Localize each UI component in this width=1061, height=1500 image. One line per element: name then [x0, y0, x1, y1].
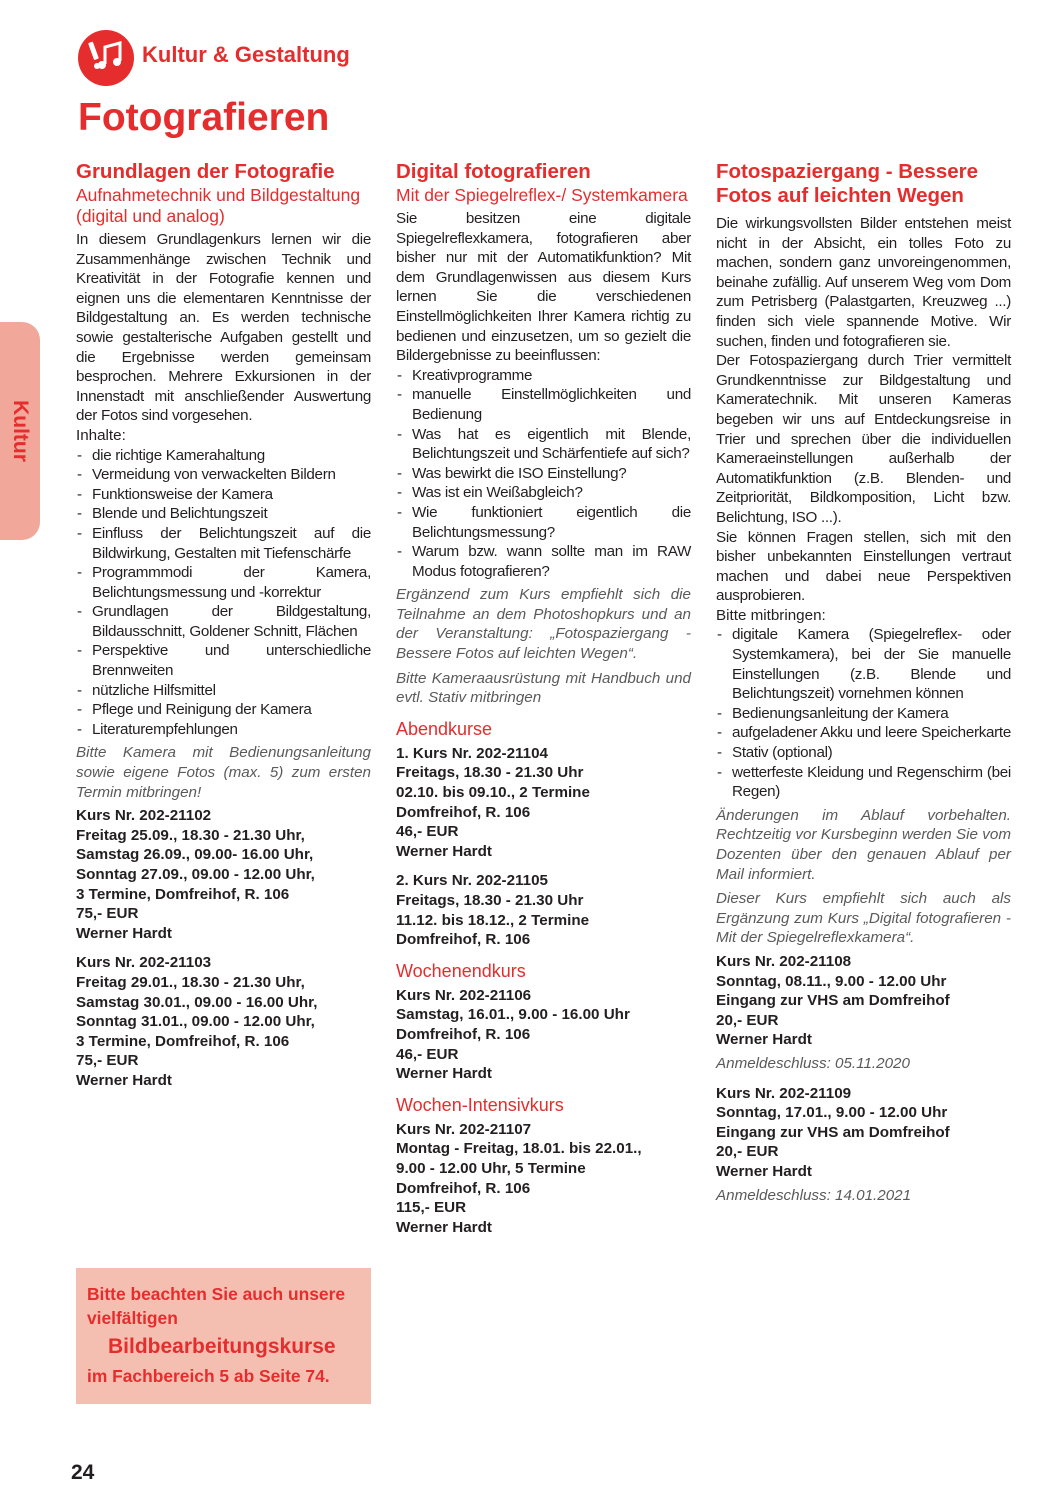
section-heading: Wochen-Intensivkurs [396, 1094, 564, 1115]
course-date: Sonntag, 17.01., 9.00 - 12.00 Uhr [716, 1104, 948, 1122]
course-date: Samstag 26.09., 09.00- 16.00 Uhr, [76, 846, 314, 864]
course-title: Grundlagen der Fotografie [76, 160, 335, 183]
course-note: Dieser Kurs empfiehlt sich auch als Ergänzung zum Kurs „Digital fotografieren - Mit der Spiegelreflexkamera“. [716, 890, 1011, 947]
list-item: - manuelle Einstellmöglichkeiten und Bedienung [396, 385, 691, 424]
course-instructor: Werner Hardt [716, 1162, 812, 1180]
course-price: 20,- EUR [716, 1011, 779, 1029]
music-culture-icon [78, 30, 134, 86]
course-date: 02.10. bis 09.10., 2 Termine [396, 784, 590, 802]
course-description: Sie können Fragen stellen, sich mit den bisher unbekannten Einstellungen vertraut machen und dabei neue Perspektiven ausprobieren. [716, 528, 1011, 605]
course-info [76, 953, 371, 1090]
course-price: 46,- EUR [396, 1045, 459, 1063]
course-location: 3 Termine, Domfreihof, R. 106 [76, 1032, 290, 1050]
course-note: Bitte Kameraausrüstung mit Handbuch und evtl. Stativ mitbringen [396, 669, 691, 707]
course-price: 75,- EUR [76, 905, 139, 923]
course-location: 3 Termine, Domfreihof, R. 106 [76, 885, 290, 903]
course-date: Freitag 29.01., 18.30 - 21.30 Uhr, [76, 973, 305, 991]
course-info [76, 806, 371, 943]
course-price: 115,- EUR [396, 1199, 467, 1217]
course-number: Kurs Nr. 202-21103 [76, 954, 212, 972]
page-number: 24 [71, 1461, 95, 1484]
course-instructor: Werner Hardt [716, 1031, 812, 1049]
course-info [396, 744, 691, 862]
course-instructor: Werner Hardt [76, 924, 172, 942]
course-location: Eingang zur VHS am Domfreihof [716, 1123, 950, 1141]
course-info [716, 952, 1011, 1050]
list-item: - Wie funktioniert eigentlich die Belichtungsmessung? [396, 503, 691, 542]
course-price: 20,- EUR [716, 1143, 779, 1161]
list-item: - Was hat es eigentlich mit Blende, Belichtungszeit und Schärfentiefe auf sich? [396, 425, 691, 464]
list-item: - nützliche Hilfsmittel [76, 681, 371, 701]
course-location: Domfreihof, R. 106 [396, 931, 531, 949]
course-location: Domfreihof, R. 106 [396, 803, 531, 821]
course-title: Fotospaziergang - Bessere Fotos auf leichten Wegen [716, 160, 979, 207]
course-subtitle: Mit der Spiegelreflex-/ Systemkamera [396, 185, 688, 205]
contents-list [76, 446, 371, 740]
list-item: - Vermeidung von verwackelten Bildern [76, 465, 371, 485]
registration-deadline: Anmeldeschluss: 05.11.2020 [716, 1054, 910, 1072]
list-item: - Perspektive und unterschiedliche Brennweiten [76, 641, 371, 680]
topics-list [396, 366, 691, 582]
section-heading: Abendkurse [396, 718, 493, 739]
list-item: - Pflege und Reinigung der Kamera [76, 700, 371, 720]
list-item: - die richtige Kamerahaltung [76, 446, 371, 466]
course-instructor: Werner Hardt [396, 842, 492, 860]
course-column-digital [396, 160, 691, 1237]
course-number: 2. Kurs Nr. 202-21105 [396, 872, 548, 890]
course-date: Sonntag, 08.11., 9.00 - 12.00 Uhr [716, 972, 947, 990]
side-tab-label: Kultur [9, 400, 32, 462]
course-price: 46,- EUR [396, 823, 459, 841]
course-instructor: Werner Hardt [396, 1065, 492, 1083]
course-number: 1. Kurs Nr. 202-21104 [396, 744, 548, 762]
course-date: Freitags, 18.30 - 21.30 Uhr [396, 764, 584, 782]
course-number: Kurs Nr. 202-21102 [76, 807, 212, 825]
course-title: Digital fotografieren [396, 160, 591, 183]
course-date: Montag - Freitag, 18.01. bis 22.01., [396, 1140, 642, 1158]
course-note: Bitte Kamera mit Bedienungsanleitung sowie eigene Fotos (max. 5) zum ersten Termin mitbringen! [76, 744, 371, 801]
side-tab [0, 322, 40, 540]
course-info [716, 1084, 1011, 1182]
course-column-grundlagen [76, 160, 371, 1091]
course-number: Kurs Nr. 202-21107 [396, 1120, 532, 1138]
course-number: Kurs Nr. 202-21108 [716, 952, 852, 970]
course-note: Änderungen im Ablauf vorbehalten. Rechtzeitig vor Kursbeginn werden Sie vom Dozenten über den genauen Ablauf per Mail informiert. [716, 806, 1011, 883]
list-item: - Stativ (optional) [716, 743, 1011, 763]
course-description: Die wirkungsvollsten Bilder entstehen meist nicht in der Absicht, ein tolles Foto zu machen, sondern ganz unvoreingenommen, beinahe zufällig. Auf unserem Weg vom Dom zum Petrisberg (Palastgarten, Kreuzweg ...) finden sich viele spannende Motive. Wir suchen, finden und fotografieren sie. [716, 215, 1011, 350]
course-subtitle: Aufnahmetechnik und Bildgestaltung (digital und analog) [76, 185, 361, 226]
list-item: - Einfluss der Belichtungszeit auf die Bildwirkung, Gestalten mit Tiefenschärfe [76, 524, 371, 563]
list-item: - Blende und Belichtungszeit [76, 504, 371, 524]
list-item: - Grundlagen der Bildgestaltung, Bildausschnitt, Goldener Schnitt, Flächen [76, 602, 371, 641]
page-title: Fotografieren [78, 96, 330, 139]
course-number: Kurs Nr. 202-21109 [716, 1084, 852, 1102]
list-item: - Funktionsweise der Kamera [76, 485, 371, 505]
course-instructor: Werner Hardt [396, 1218, 492, 1236]
course-date: 11.12. bis 18.12., 2 Termine [396, 911, 590, 929]
course-location: Eingang zur VHS am Domfreihof [716, 992, 950, 1010]
registration-deadline: Anmeldeschluss: 14.01.2021 [716, 1186, 912, 1204]
info-box-text: im Fachbereich 5 ab Seite 74. [87, 1366, 330, 1386]
course-description: Der Fotospaziergang durch Trier vermittelt Grundkenntnisse zur Bildgestaltung und Kameratechnik. Mit unseren Kameras begeben wir uns auf Entdeckungsreise in Trier und sprechen über die individuellen Kameraeinstellungen außerhalb der Automatikfunktion (z.B. Blenden- und Zeitpriorität, Bildkomposition, Licht bzw. Belichtung, ISO ...). [716, 352, 1011, 526]
info-box-highlight: Bildbearbeitungskurse [108, 1335, 336, 1358]
course-description: Sie besitzen eine digitale Spiegelreflexkamera, fotografieren aber bisher nur mit der Automatikfunktion? Mit dem Grundlagenwissen aus diesem Kurs lernen Sie die verschiedenen Einstellmöglichkeiten Ihrer Kamera richtig zu bedienen und einzusetzen, um so gezielt die Bildergebnisse zu beeinflussen: [396, 210, 691, 365]
course-date: Samstag, 16.01., 9.00 - 16.00 Uhr [396, 1006, 630, 1024]
list-item: - Literaturempfehlungen [76, 720, 371, 740]
list-item: - Kreativprogramme [396, 366, 691, 386]
info-box [76, 1268, 371, 1404]
course-number: Kurs Nr. 202-21106 [396, 986, 532, 1004]
course-description: In diesem Grundlagenkurs lernen wir die Zusammenhänge zwischen Technik und Kreativität in der Fotografie kennen und eignen uns die elementaren Kenntnisse der Bildgestaltung an. Es werden technische sowie gestalterische Aufgaben gestellt und die Ergebnisse werden gemeinsam besprochen. Mehrere Exkursionen in der Innenstadt mit anschließender Auswertung der Fotos sind vorgesehen. [76, 231, 371, 425]
section-heading: Wochenendkurs [396, 960, 526, 981]
course-info [396, 1120, 691, 1238]
category-label: Kultur & Gestaltung [142, 42, 350, 67]
info-box-text: Bitte beachten Sie auch unsere vielfältigen [87, 1284, 346, 1328]
list-item: - Programmmodi der Kamera, Belichtungsmessung und -korrektur [76, 563, 371, 602]
course-date: Freitag 25.09., 18.30 - 21.30 Uhr, [76, 826, 305, 844]
list-item: - Was ist ein Weißabgleich? [396, 483, 691, 503]
course-date: Sonntag 27.09., 09.00 - 12.00 Uhr, [76, 866, 315, 883]
list-item: - Warum bzw. wann sollte man im RAW Modus fotografieren? [396, 542, 691, 581]
course-date: 9.00 - 12.00 Uhr, 5 Termine [396, 1159, 586, 1177]
list-item: - digitale Kamera (Spiegelreflex- oder Systemkamera), bei der Sie manuelle Einstellungen (z.B. Blende und Belichtungszeit) vornehmen können [716, 625, 1011, 703]
contents-label: Inhalte: [76, 426, 126, 444]
list-item: - Bedienungsanleitung der Kamera [716, 704, 1011, 724]
course-instructor: Werner Hardt [76, 1071, 172, 1089]
course-location: Domfreihof, R. 106 [396, 1179, 531, 1197]
course-date: Sonntag 31.01., 09.00 - 12.00 Uhr, [76, 1013, 315, 1031]
course-info [396, 871, 691, 949]
course-location: Domfreihof, R. 106 [396, 1025, 531, 1043]
bring-label: Bitte mitbringen: [716, 606, 826, 624]
course-column-spaziergang [716, 160, 1011, 1205]
course-date: Freitags, 18.30 - 21.30 Uhr [396, 892, 584, 909]
course-note: Ergänzend zum Kurs empfiehlt sich die Teilnahme an dem Photoshopkurs und an der Veranstaltung: „Fotospaziergang - Bessere Fotos auf leichten Wegen“. [396, 586, 691, 663]
list-item: - wetterfeste Kleidung und Regenschirm (bei Regen) [716, 763, 1011, 802]
course-info [396, 986, 691, 1084]
course-date: Samstag 30.01., 09.00 - 16.00 Uhr, [76, 993, 318, 1011]
course-price: 75,- EUR [76, 1052, 139, 1070]
list-item: - aufgeladener Akku und leere Speicherkarte [716, 723, 1011, 743]
bring-list [716, 625, 1011, 801]
list-item: - Was bewirkt die ISO Einstellung? [396, 464, 691, 484]
